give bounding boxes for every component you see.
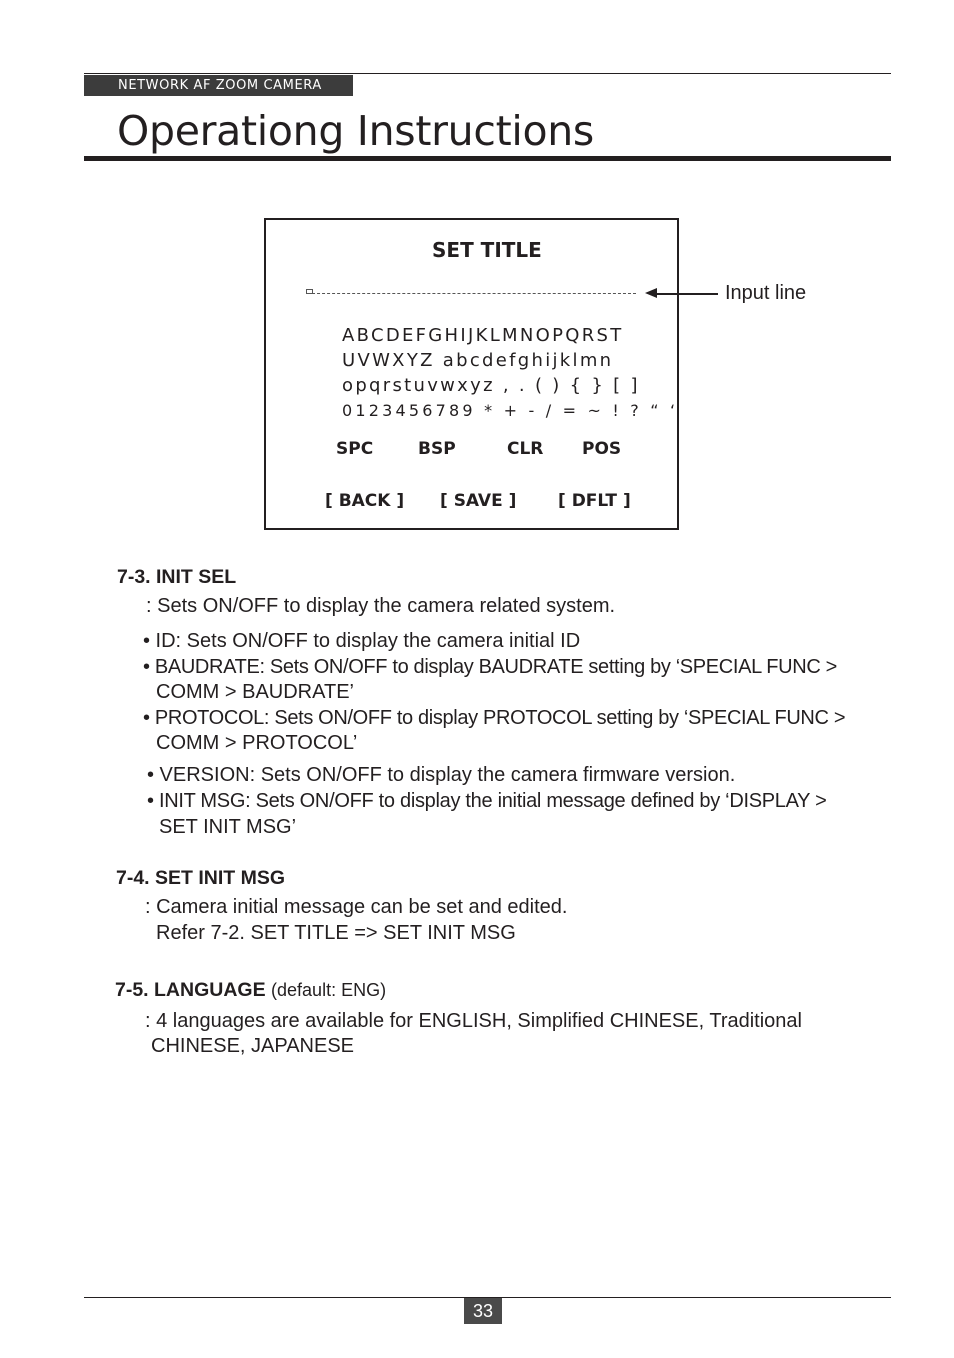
osd-title: SET TITLE xyxy=(432,238,542,262)
set-init-msg-line: Refer 7-2. SET TITLE => SET INIT MSG xyxy=(156,922,516,944)
list-item: • PROTOCOL: Sets ON/OFF to display PROTOCOL setting by ‘SPECIAL FUNC > xyxy=(143,707,846,729)
section-heading-init-sel: 7-3. INIT SEL xyxy=(117,566,237,588)
list-item-continuation: COMM > BAUDRATE’ xyxy=(156,681,354,703)
init-sel-description: : Sets ON/OFF to display the camera related system. xyxy=(146,595,616,617)
osd-input-line xyxy=(307,293,636,294)
page-number: 33 xyxy=(464,1298,502,1324)
page-title: Operationg Instructions xyxy=(117,107,594,155)
osd-function-pos: POS xyxy=(582,439,622,459)
language-line: : 4 languages are available for ENGLISH, Simplified CHINESE, Traditional xyxy=(145,1010,802,1032)
set-title-osd-screen xyxy=(264,218,679,530)
list-item: • VERSION: Sets ON/OFF to display the camera firmware version. xyxy=(147,764,736,786)
list-item-continuation: SET INIT MSG’ xyxy=(159,816,297,838)
char-row-3: opqrstuvwxyz , . ( ) { } [ ] xyxy=(342,375,640,396)
set-init-msg-line: : Camera initial message can be set and edited. xyxy=(145,896,568,918)
language-default-note: (default: ENG) xyxy=(271,980,387,1000)
list-item: • INIT MSG: Sets ON/OFF to display the initial message defined by ‘DISPLAY > xyxy=(147,790,827,812)
list-item: • BAUDRATE: Sets ON/OFF to display BAUDRATE setting by ‘SPECIAL FUNC > xyxy=(143,656,837,678)
osd-function-spc: SPC xyxy=(336,439,374,459)
header-thick-rule xyxy=(84,156,891,161)
input-line-label: Input line xyxy=(725,282,807,304)
header-badge: NETWORK AF ZOOM CAMERA xyxy=(84,75,353,96)
list-item: • ID: Sets ON/OFF to display the camera initial ID xyxy=(143,630,581,652)
callout-arrow-line xyxy=(656,293,718,295)
osd-back-button: [ BACK ] xyxy=(325,491,405,511)
list-item-continuation: COMM > PROTOCOL’ xyxy=(156,732,358,754)
section-heading-language xyxy=(115,978,386,1002)
char-row-4: 0123456789 * + - / = ~ ! ? “ ‘ xyxy=(342,401,679,420)
char-row-2: UVWXYZ abcdefghijklmn xyxy=(342,350,614,371)
osd-function-clr: CLR xyxy=(507,439,544,459)
char-row-1: ABCDEFGHIJKLMNOPQRST xyxy=(342,325,624,346)
language-heading-text: 7-5. LANGUAGE xyxy=(115,979,266,1001)
osd-function-bsp: BSP xyxy=(418,439,456,459)
osd-dflt-button: [ DFLT ] xyxy=(558,491,631,511)
section-heading-set-init-msg: 7-4. SET INIT MSG xyxy=(116,867,286,889)
language-line: CHINESE, JAPANESE xyxy=(151,1035,355,1057)
header-top-rule xyxy=(84,73,891,74)
osd-save-button: [ SAVE ] xyxy=(440,491,517,511)
